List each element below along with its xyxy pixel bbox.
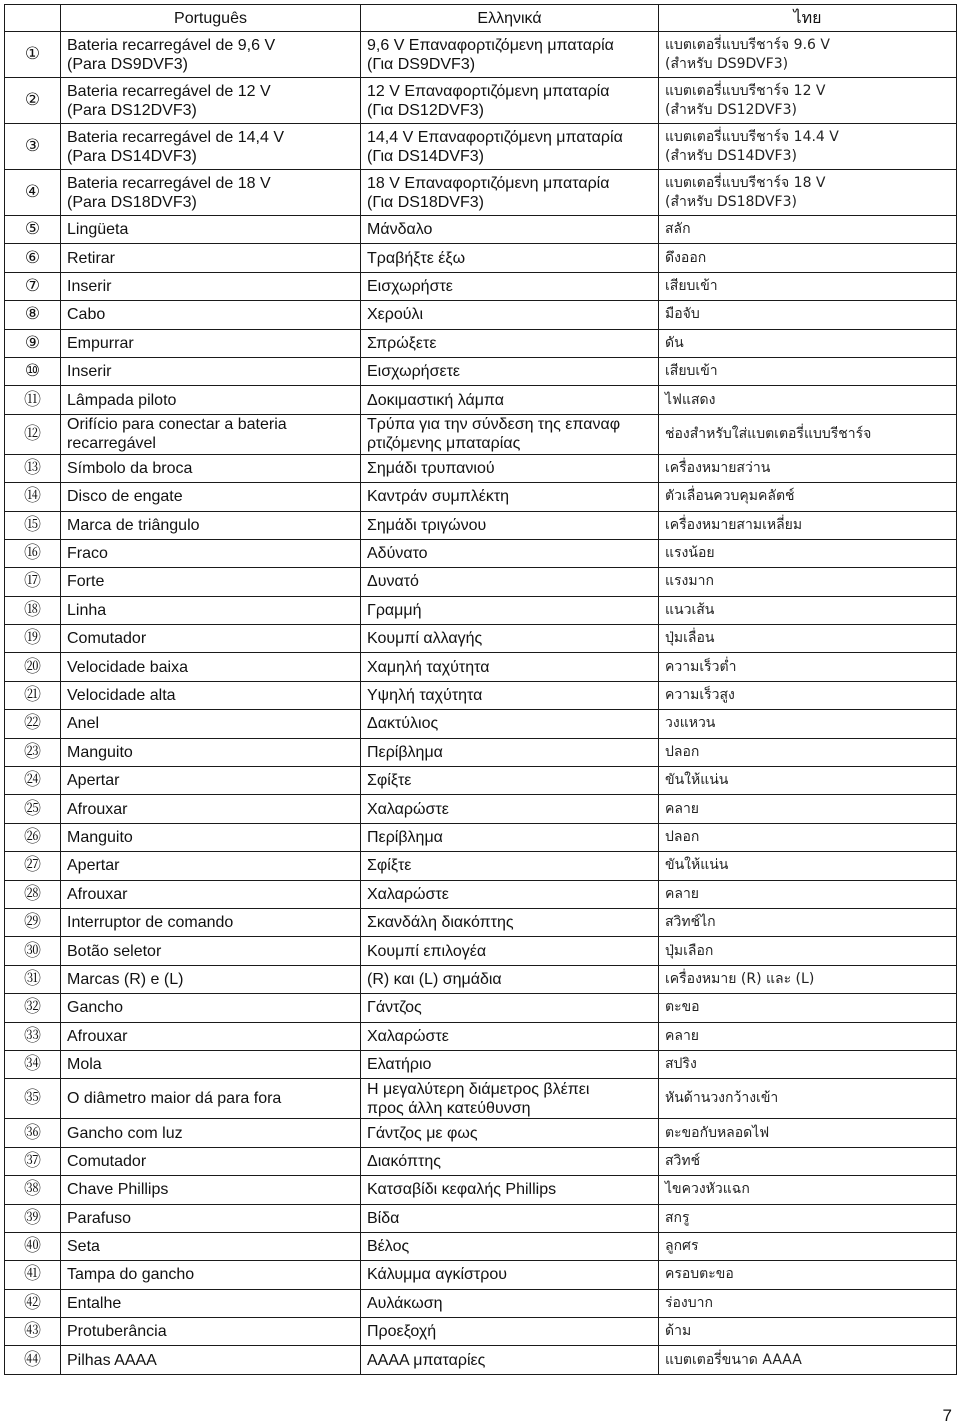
- row-number: ②: [5, 78, 61, 124]
- table-row: [5, 511, 957, 539]
- thai-term: แบตเตอรี่แบบรีชาร์จ 12 V (สำหรับ DS12DVF3): [659, 78, 957, 124]
- portuguese-term: O diâmetro maior dá para fora: [61, 1079, 361, 1119]
- greek-term: 18 V Επαναφορτιζόμενη μπαταρία (Για DS18DVF3): [361, 170, 659, 216]
- greek-term: Υψηλή ταχύτητα: [361, 681, 659, 709]
- greek-term: Χαλαρώστε: [361, 795, 659, 823]
- table-row: [5, 880, 957, 908]
- row-number: ㉖: [5, 823, 61, 851]
- row-number: ⑤: [5, 216, 61, 244]
- thai-term: สวิทช์ไก: [659, 908, 957, 936]
- thai-term: คลาย: [659, 1022, 957, 1050]
- thai-term: ดัน: [659, 329, 957, 357]
- thai-term: ช่องสำหรับใส่แบตเตอรี่แบบรีชาร์จ: [659, 414, 957, 454]
- row-number: ⑲: [5, 625, 61, 653]
- portuguese-term: Apertar: [61, 852, 361, 880]
- row-number: ⑭: [5, 483, 61, 511]
- table-row: [5, 1289, 957, 1317]
- greek-term: Χερούλι: [361, 301, 659, 329]
- portuguese-term: Afrouxar: [61, 795, 361, 823]
- greek-term: (R) και (L) σημάδια: [361, 965, 659, 993]
- portuguese-term: Fraco: [61, 539, 361, 567]
- row-number: ⑧: [5, 301, 61, 329]
- header-corner: [5, 5, 61, 32]
- thai-term: ปุ่มเลือก: [659, 937, 957, 965]
- greek-term: 12 V Επαναφορτιζόμενη μπαταρία (Για DS12DVF3): [361, 78, 659, 124]
- portuguese-term: Orifício para conectar a bateria recarregável: [61, 414, 361, 454]
- greek-term: 9,6 V Επαναφορτιζόμενη μπαταρία (Για DS9DVF3): [361, 32, 659, 78]
- portuguese-term: Protuberância: [61, 1318, 361, 1346]
- portuguese-term: Comutador: [61, 1147, 361, 1175]
- portuguese-term: Interruptor de comando: [61, 908, 361, 936]
- portuguese-term: Pilhas AAAA: [61, 1346, 361, 1374]
- portuguese-term: Botão seletor: [61, 937, 361, 965]
- table-row: [5, 301, 957, 329]
- portuguese-term: Bateria recarregável de 14,4 V (Para DS14DVF3): [61, 124, 361, 170]
- thai-term: มือจับ: [659, 301, 957, 329]
- greek-term: Κουμπί επιλογέα: [361, 937, 659, 965]
- thai-term: คลาย: [659, 795, 957, 823]
- greek-term: Αυλάκωση: [361, 1289, 659, 1317]
- thai-term: ปุ่มเลื่อน: [659, 625, 957, 653]
- row-number: ㊴: [5, 1204, 61, 1232]
- table-header: [5, 5, 957, 32]
- greek-term: Ελατήριο: [361, 1050, 659, 1078]
- greek-term: 14,4 V Επαναφορτιζόμενη μπαταρία (Για DS14DVF3): [361, 124, 659, 170]
- table-row: [5, 483, 957, 511]
- row-number: ㉞: [5, 1050, 61, 1078]
- portuguese-term: Entalhe: [61, 1289, 361, 1317]
- table-row: [5, 454, 957, 482]
- greek-term: Χαμηλή ταχύτητα: [361, 653, 659, 681]
- row-number: ⑥: [5, 244, 61, 272]
- header-greek: Ελληνικά: [361, 5, 659, 32]
- row-number: ㉑: [5, 681, 61, 709]
- header-row: [5, 5, 957, 32]
- portuguese-term: Forte: [61, 568, 361, 596]
- table-row: [5, 1050, 957, 1078]
- portuguese-term: Bateria recarregável de 9,6 V (Para DS9DVF3): [61, 32, 361, 78]
- table-row: [5, 823, 957, 851]
- table-row: [5, 767, 957, 795]
- thai-term: เสียบเข้า: [659, 357, 957, 385]
- portuguese-term: Empurrar: [61, 329, 361, 357]
- greek-term: Σφίξτε: [361, 767, 659, 795]
- greek-term: Εισχωρήσετε: [361, 357, 659, 385]
- thai-term: ตะขอ: [659, 994, 957, 1022]
- row-number: ⑨: [5, 329, 61, 357]
- portuguese-term: Afrouxar: [61, 1022, 361, 1050]
- greek-term: Δοκιμαστική λάμπα: [361, 386, 659, 414]
- table-row: [5, 124, 957, 170]
- thai-term: ดึงออก: [659, 244, 957, 272]
- portuguese-term: Disco de engate: [61, 483, 361, 511]
- greek-term: Προεξοχή: [361, 1318, 659, 1346]
- thai-term: แนวเส้น: [659, 596, 957, 624]
- row-number: ㊳: [5, 1176, 61, 1204]
- page-number: 7: [942, 1406, 952, 1425]
- table-row: [5, 272, 957, 300]
- thai-term: แบตเตอรี่แบบรีชาร์จ 18 V (สำหรับ DS18DVF3): [659, 170, 957, 216]
- thai-term: ตัวเลื่อนควบคุมคลัตช์: [659, 483, 957, 511]
- portuguese-term: Linha: [61, 596, 361, 624]
- row-number: ㉝: [5, 1022, 61, 1050]
- greek-term: Καντράν συμπλέκτη: [361, 483, 659, 511]
- greek-term: Σημάδι τρυπανιού: [361, 454, 659, 482]
- table-row: [5, 596, 957, 624]
- greek-term: Δυνατό: [361, 568, 659, 596]
- greek-term: Τρύπα για την σύνδεση της επαναφ ρτιζόμενης μπαταρίας: [361, 414, 659, 454]
- row-number: ㉒: [5, 710, 61, 738]
- table-row: [5, 357, 957, 385]
- thai-term: ความเร็วต่ำ: [659, 653, 957, 681]
- portuguese-term: Anel: [61, 710, 361, 738]
- greek-term: Διακόπτης: [361, 1147, 659, 1175]
- greek-term: Χαλαρώστε: [361, 880, 659, 908]
- portuguese-term: Lingüeta: [61, 216, 361, 244]
- portuguese-term: Manguito: [61, 823, 361, 851]
- greek-term: Κουμπί αλλαγής: [361, 625, 659, 653]
- table-row: [5, 625, 957, 653]
- row-number: ⑳: [5, 653, 61, 681]
- row-number: ⑱: [5, 596, 61, 624]
- thai-term: แบตเตอรี่แบบรีชาร์จ 9.6 V (สำหรับ DS9DVF3): [659, 32, 957, 78]
- table-row: [5, 170, 957, 216]
- portuguese-term: Velocidade baixa: [61, 653, 361, 681]
- row-number: ㉜: [5, 994, 61, 1022]
- greek-term: Σημάδι τριγώνου: [361, 511, 659, 539]
- table-body: [5, 32, 957, 1375]
- row-number: ㉙: [5, 908, 61, 936]
- table-row: [5, 965, 957, 993]
- greek-term: Γάντζος: [361, 994, 659, 1022]
- row-number: ㉚: [5, 937, 61, 965]
- row-number: ㊷: [5, 1289, 61, 1317]
- portuguese-term: Inserir: [61, 357, 361, 385]
- greek-term: Εισχωρήστε: [361, 272, 659, 300]
- thai-term: สลัก: [659, 216, 957, 244]
- table-row: [5, 1147, 957, 1175]
- table-row: [5, 1232, 957, 1260]
- table-row: [5, 1204, 957, 1232]
- portuguese-term: Bateria recarregável de 18 V (Para DS18DVF3): [61, 170, 361, 216]
- thai-term: เครื่องหมาย (R) และ (L): [659, 965, 957, 993]
- thai-term: ครอบตะขอ: [659, 1261, 957, 1289]
- row-number: ㉟: [5, 1079, 61, 1119]
- row-number: ㉔: [5, 767, 61, 795]
- table-row: [5, 1346, 957, 1374]
- row-number: ㉛: [5, 965, 61, 993]
- portuguese-term: Comutador: [61, 625, 361, 653]
- table-row: [5, 1119, 957, 1147]
- header-thai: ไทย: [659, 5, 957, 32]
- thai-term: แบตเตอรี่แบบรีชาร์จ 14.4 V (สำหรับ DS14DVF3): [659, 124, 957, 170]
- row-number: ㊹: [5, 1346, 61, 1374]
- table-row: [5, 1022, 957, 1050]
- table-row: [5, 994, 957, 1022]
- portuguese-term: Chave Phillips: [61, 1176, 361, 1204]
- greek-term: Η μεγαλύτερη διάμετρος βλέπει προς άλλη κατεύθυνση: [361, 1079, 659, 1119]
- thai-term: ขันให้แน่น: [659, 767, 957, 795]
- table-row: [5, 244, 957, 272]
- portuguese-term: Retirar: [61, 244, 361, 272]
- thai-term: ปลอก: [659, 823, 957, 851]
- table-row: [5, 539, 957, 567]
- thai-term: ร่องบาก: [659, 1289, 957, 1317]
- row-number: ㉗: [5, 852, 61, 880]
- thai-term: ปลอก: [659, 738, 957, 766]
- row-number: ㉓: [5, 738, 61, 766]
- greek-term: Γραμμή: [361, 596, 659, 624]
- portuguese-term: Inserir: [61, 272, 361, 300]
- portuguese-term: Seta: [61, 1232, 361, 1260]
- thai-term: แบตเตอรี่ขนาด AAAA: [659, 1346, 957, 1374]
- table-row: [5, 1261, 957, 1289]
- portuguese-term: Marcas (R) e (L): [61, 965, 361, 993]
- thai-term: สกรู: [659, 1204, 957, 1232]
- table-row: [5, 32, 957, 78]
- greek-term: AAAA μπαταρίες: [361, 1346, 659, 1374]
- header-portuguese: Português: [61, 5, 361, 32]
- row-number: ⑯: [5, 539, 61, 567]
- row-number: ⑪: [5, 386, 61, 414]
- table-row: [5, 1176, 957, 1204]
- row-number: ③: [5, 124, 61, 170]
- thai-term: ความเร็วสูง: [659, 681, 957, 709]
- greek-term: Σκανδάλη διακόπτης: [361, 908, 659, 936]
- greek-term: Αδύνατο: [361, 539, 659, 567]
- table-row: [5, 386, 957, 414]
- portuguese-term: Afrouxar: [61, 880, 361, 908]
- row-number: ⑮: [5, 511, 61, 539]
- portuguese-term: Apertar: [61, 767, 361, 795]
- table-row: [5, 852, 957, 880]
- row-number: ㊱: [5, 1119, 61, 1147]
- table-row: [5, 329, 957, 357]
- greek-term: Κατσαβίδι κεφαλής Phillips: [361, 1176, 659, 1204]
- table-row: [5, 216, 957, 244]
- row-number: ⑩: [5, 357, 61, 385]
- greek-term: Δακτύλιος: [361, 710, 659, 738]
- thai-term: ไขควงหัวแฉก: [659, 1176, 957, 1204]
- thai-term: สปริง: [659, 1050, 957, 1078]
- row-number: ⑫: [5, 414, 61, 454]
- table-row: [5, 78, 957, 124]
- greek-term: Γάντζος με φως: [361, 1119, 659, 1147]
- thai-term: ลูกศร: [659, 1232, 957, 1260]
- thai-term: เสียบเข้า: [659, 272, 957, 300]
- greek-term: Περίβλημα: [361, 823, 659, 851]
- table-row: [5, 937, 957, 965]
- table-row: [5, 738, 957, 766]
- table-row: [5, 1318, 957, 1346]
- glossary-table: [4, 4, 957, 1375]
- row-number: ④: [5, 170, 61, 216]
- row-number: ⑦: [5, 272, 61, 300]
- thai-term: ไฟแสดง: [659, 386, 957, 414]
- row-number: ㊵: [5, 1232, 61, 1260]
- portuguese-term: Velocidade alta: [61, 681, 361, 709]
- greek-term: Χαλαρώστε: [361, 1022, 659, 1050]
- greek-term: Κάλυμμα αγκίστρου: [361, 1261, 659, 1289]
- table-row: [5, 414, 957, 454]
- portuguese-term: Gancho: [61, 994, 361, 1022]
- row-number: ㊶: [5, 1261, 61, 1289]
- table-row: [5, 653, 957, 681]
- greek-term: Περίβλημα: [361, 738, 659, 766]
- row-number: ㊲: [5, 1147, 61, 1175]
- greek-term: Μάνδαλο: [361, 216, 659, 244]
- thai-term: เครื่องหมายสว่าน: [659, 454, 957, 482]
- thai-term: ขันให้แน่น: [659, 852, 957, 880]
- thai-term: ด้าม: [659, 1318, 957, 1346]
- portuguese-term: Parafuso: [61, 1204, 361, 1232]
- table-row: [5, 681, 957, 709]
- portuguese-term: Cabo: [61, 301, 361, 329]
- table-row: [5, 908, 957, 936]
- portuguese-term: Gancho com luz: [61, 1119, 361, 1147]
- portuguese-term: Manguito: [61, 738, 361, 766]
- table-row: [5, 1079, 957, 1119]
- greek-term: Σφίξτε: [361, 852, 659, 880]
- row-number: ⑰: [5, 568, 61, 596]
- thai-term: สวิทช์: [659, 1147, 957, 1175]
- table-row: [5, 710, 957, 738]
- greek-term: Τραβήξτε έξω: [361, 244, 659, 272]
- thai-term: แรงน้อย: [659, 539, 957, 567]
- row-number: ⑬: [5, 454, 61, 482]
- table-row: [5, 795, 957, 823]
- thai-term: เครื่องหมายสามเหลี่ยม: [659, 511, 957, 539]
- thai-term: คลาย: [659, 880, 957, 908]
- portuguese-term: Marca de triângulo: [61, 511, 361, 539]
- greek-term: Βίδα: [361, 1204, 659, 1232]
- portuguese-term: Símbolo da broca: [61, 454, 361, 482]
- portuguese-term: Mola: [61, 1050, 361, 1078]
- greek-term: Βέλος: [361, 1232, 659, 1260]
- portuguese-term: Lâmpada piloto: [61, 386, 361, 414]
- row-number: ①: [5, 32, 61, 78]
- thai-term: แรงมาก: [659, 568, 957, 596]
- row-number: ㉘: [5, 880, 61, 908]
- row-number: ㊸: [5, 1318, 61, 1346]
- greek-term: Σπρώξετε: [361, 329, 659, 357]
- thai-term: หันด้านวงกว้างเข้า: [659, 1079, 957, 1119]
- row-number: ㉕: [5, 795, 61, 823]
- portuguese-term: Bateria recarregável de 12 V (Para DS12DVF3): [61, 78, 361, 124]
- thai-term: ตะขอกับหลอดไฟ: [659, 1119, 957, 1147]
- portuguese-term: Tampa do gancho: [61, 1261, 361, 1289]
- table-row: [5, 568, 957, 596]
- thai-term: วงแหวน: [659, 710, 957, 738]
